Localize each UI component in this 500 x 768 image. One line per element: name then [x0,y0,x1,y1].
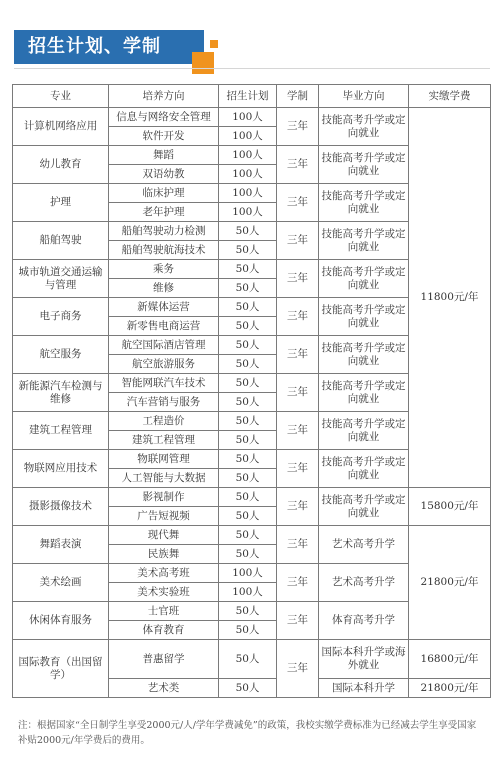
direction-cell: 老年护理 [109,203,219,222]
direction-cell: 维修 [109,279,219,298]
banner-decoration-square [192,52,214,74]
plan-cell: 100人 [219,564,277,583]
direction-cell: 艺术类 [109,679,219,698]
header-major: 专业 [13,85,109,108]
duration-cell: 三年 [277,488,319,526]
destination-cell: 技能高考升学或定向就业 [319,146,409,184]
table-row [13,108,491,127]
plan-cell: 50人 [219,507,277,526]
duration-cell: 三年 [277,260,319,298]
fee-cell: 15800元/年 [409,488,491,526]
destination-cell: 技能高考升学或定向就业 [319,222,409,260]
destination-cell: 技能高考升学或定向就业 [319,298,409,336]
direction-cell: 临床护理 [109,184,219,203]
direction-cell: 现代舞 [109,526,219,545]
divider [14,68,490,69]
plan-cell: 100人 [219,184,277,203]
direction-cell: 智能网联汽车技术 [109,374,219,393]
header-direction: 培养方向 [109,85,219,108]
major-cell: 幼儿教育 [13,146,109,184]
plan-cell: 100人 [219,165,277,184]
direction-cell: 新零售电商运营 [109,317,219,336]
plan-cell: 100人 [219,203,277,222]
direction-cell: 航空国际酒店管理 [109,336,219,355]
plan-cell: 50人 [219,374,277,393]
destination-cell: 技能高考升学或定向就业 [319,412,409,450]
destination-cell: 体育高考升学 [319,602,409,640]
major-cell: 舞蹈表演 [13,526,109,564]
duration-cell: 三年 [277,640,319,698]
destination-cell: 技能高考升学或定向就业 [319,488,409,526]
direction-cell: 民族舞 [109,545,219,564]
major-cell: 计算机网络应用 [13,108,109,146]
duration-cell: 三年 [277,374,319,412]
direction-cell: 广告短视频 [109,507,219,526]
major-cell: 建筑工程管理 [13,412,109,450]
destination-cell: 国际本科升学或海外就业 [319,640,409,679]
destination-cell: 国际本科升学 [319,679,409,698]
plan-cell: 50人 [219,355,277,374]
footnote: 注：根据国家“全日制学生享受2000元/人/学年学费减免”的政策，我校实缴学费标准为已经减去学生享受国家补贴2000元/年学费后的费用。 [18,720,477,746]
major-cell: 摄影摄像技术 [13,488,109,526]
header-fee: 实缴学费 [409,85,491,108]
plan-cell: 100人 [219,583,277,602]
plan-cell: 100人 [219,146,277,165]
direction-cell: 工程造价 [109,412,219,431]
destination-cell: 艺术高考升学 [319,526,409,564]
direction-cell: 软件开发 [109,127,219,146]
plan-cell: 50人 [219,545,277,564]
destination-cell: 技能高考升学或定向就业 [319,108,409,146]
duration-cell: 三年 [277,602,319,640]
table-row [13,526,491,545]
direction-cell: 人工智能与大数据 [109,469,219,488]
direction-cell: 新媒体运营 [109,298,219,317]
table-row [13,488,491,507]
destination-cell: 艺术高考升学 [319,564,409,602]
plan-cell: 50人 [219,488,277,507]
plan-cell: 50人 [219,260,277,279]
duration-cell: 三年 [277,412,319,450]
direction-cell: 信息与网络安全管理 [109,108,219,127]
plan-cell: 50人 [219,640,277,679]
direction-cell: 乘务 [109,260,219,279]
direction-cell: 影视制作 [109,488,219,507]
major-cell: 船舶驾驶 [13,222,109,260]
duration-cell: 三年 [277,222,319,260]
direction-cell: 双语幼教 [109,165,219,184]
major-cell: 新能源汽车检测与维修 [13,374,109,412]
plan-cell: 50人 [219,526,277,545]
direction-cell: 体育教育 [109,621,219,640]
plan-cell: 50人 [219,317,277,336]
fee-cell: 21800元/年 [409,679,491,698]
plan-cell: 50人 [219,279,277,298]
direction-cell: 建筑工程管理 [109,431,219,450]
header-plan: 招生计划 [219,85,277,108]
enrollment-table [12,84,491,698]
direction-cell: 船舶驾驶动力检测 [109,222,219,241]
direction-cell: 船舶驾驶航海技术 [109,241,219,260]
plan-cell: 50人 [219,679,277,698]
major-cell: 休闲体育服务 [13,602,109,640]
table-row [13,640,491,679]
plan-cell: 50人 [219,469,277,488]
destination-cell: 技能高考升学或定向就业 [319,374,409,412]
banner-decoration-dot [210,40,218,48]
major-cell: 美术绘画 [13,564,109,602]
duration-cell: 三年 [277,298,319,336]
destination-cell: 技能高考升学或定向就业 [319,184,409,222]
direction-cell: 美术实验班 [109,583,219,602]
duration-cell: 三年 [277,146,319,184]
plan-cell: 100人 [219,108,277,127]
plan-cell: 100人 [219,127,277,146]
direction-cell: 舞蹈 [109,146,219,165]
section-title: 招生计划、学制 [14,30,192,64]
major-cell: 航空服务 [13,336,109,374]
major-cell: 物联网应用技术 [13,450,109,488]
duration-cell: 三年 [277,184,319,222]
plan-cell: 50人 [219,241,277,260]
fee-cell: 16800元/年 [409,640,491,679]
header-destination: 毕业方向 [319,85,409,108]
direction-cell: 汽车营销与服务 [109,393,219,412]
direction-cell: 士官班 [109,602,219,621]
major-cell: 城市轨道交通运输与管理 [13,260,109,298]
plan-cell: 50人 [219,393,277,412]
plan-cell: 50人 [219,412,277,431]
destination-cell: 技能高考升学或定向就业 [319,336,409,374]
plan-cell: 50人 [219,621,277,640]
direction-cell: 物联网管理 [109,450,219,469]
plan-cell: 50人 [219,431,277,450]
plan-cell: 50人 [219,222,277,241]
direction-cell: 航空旅游服务 [109,355,219,374]
plan-cell: 50人 [219,336,277,355]
direction-cell: 普惠留学 [109,640,219,679]
major-cell: 护理 [13,184,109,222]
plan-cell: 50人 [219,298,277,317]
fee-cell: 11800元/年 [409,108,491,488]
fee-cell: 21800元/年 [409,526,491,640]
duration-cell: 三年 [277,526,319,564]
duration-cell: 三年 [277,450,319,488]
duration-cell: 三年 [277,564,319,602]
duration-cell: 三年 [277,336,319,374]
duration-cell: 三年 [277,108,319,146]
plan-cell: 50人 [219,602,277,621]
destination-cell: 技能高考升学或定向就业 [319,260,409,298]
destination-cell: 技能高考升学或定向就业 [319,450,409,488]
major-cell: 国际教育（出国留学） [13,640,109,698]
table-header-row [13,85,491,108]
plan-cell: 50人 [219,450,277,469]
major-cell: 电子商务 [13,298,109,336]
header-duration: 学制 [277,85,319,108]
direction-cell: 美术高考班 [109,564,219,583]
